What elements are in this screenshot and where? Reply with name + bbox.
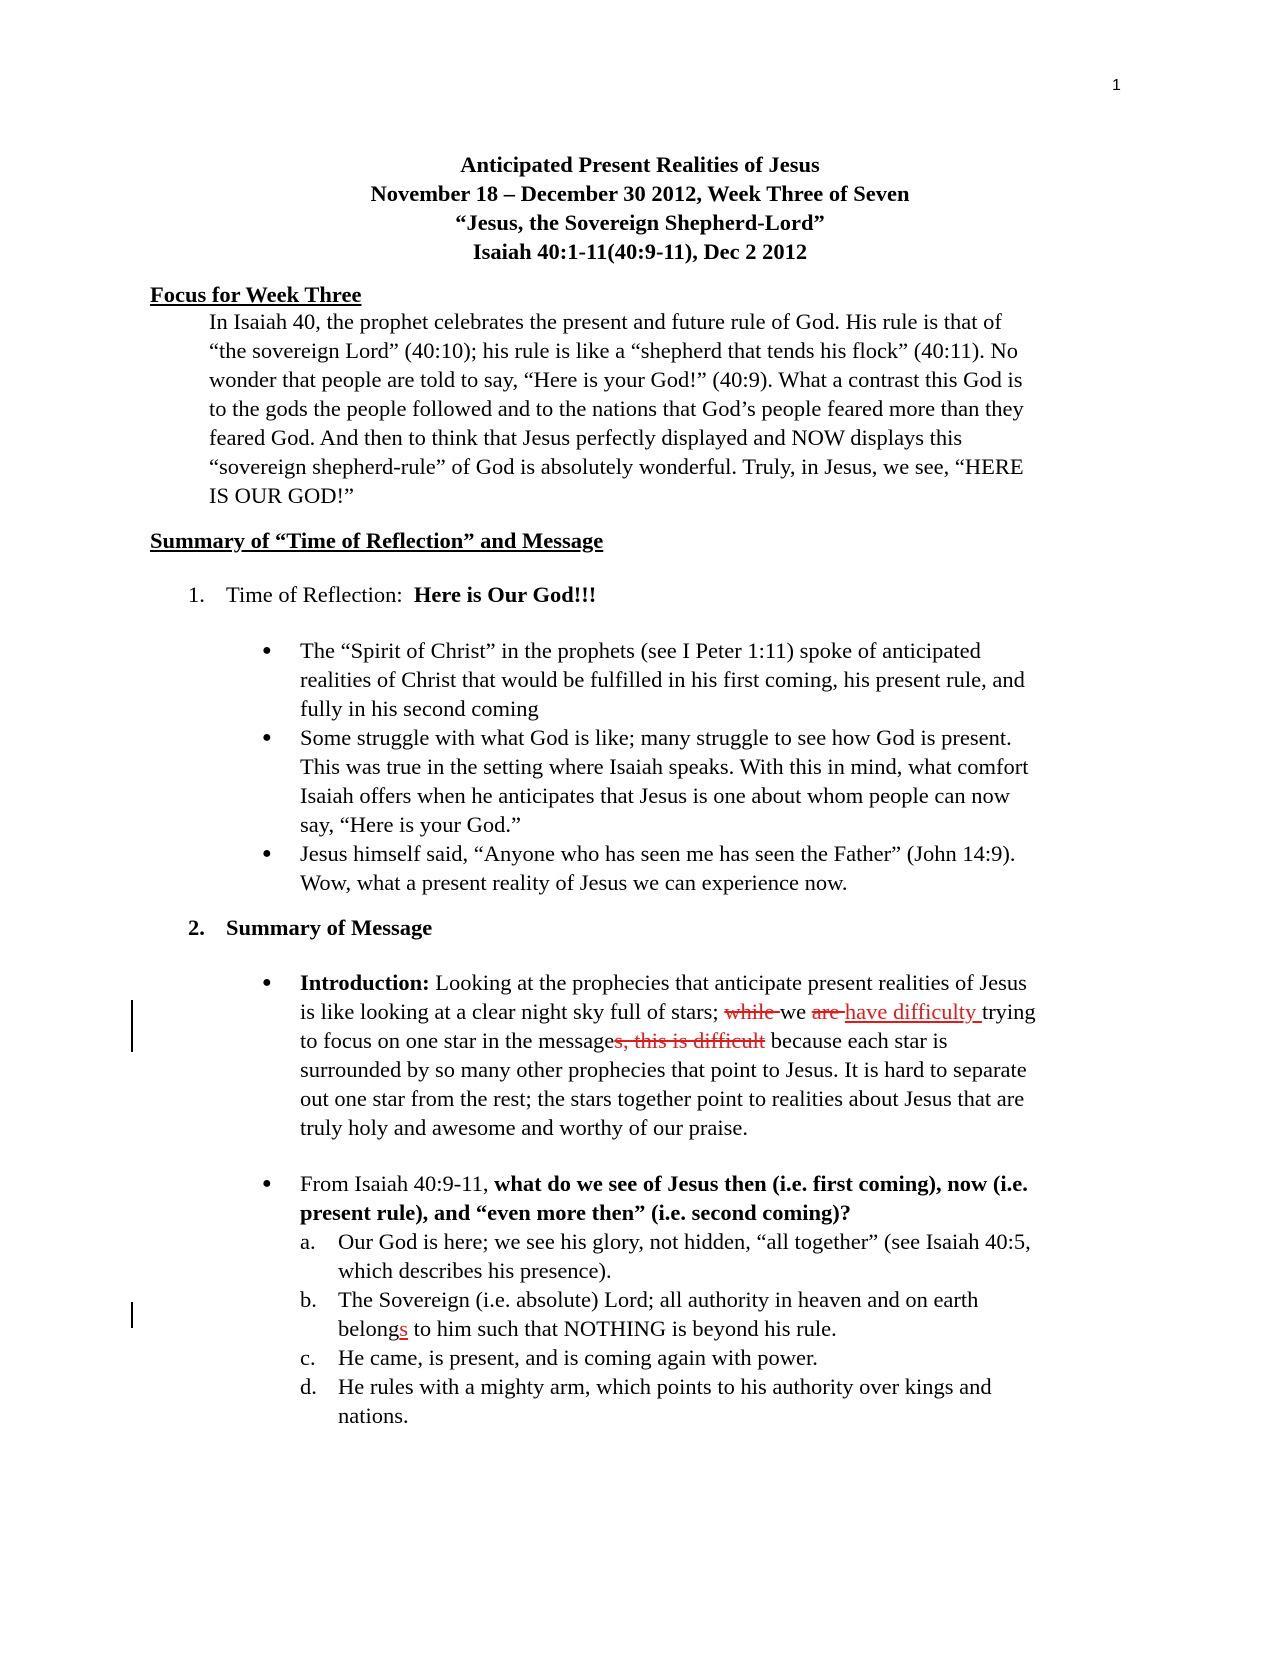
bullet-line: This was true in the setting where Isaiah speaks. With this in mind, what comfort: [300, 754, 1029, 779]
focus-line: “the sovereign Lord” (40:10); his rule is like a “shepherd that tends his flock” (40:11). No: [209, 338, 1018, 363]
bullet-line: Wow, what a present reality of Jesus we can experience now.: [300, 870, 848, 895]
text-run: belong: [338, 1316, 400, 1341]
deleted-text: s, this is difficult: [614, 1028, 766, 1053]
bold-question: present rule), and “even more then” (i.e. second coming)?: [300, 1200, 851, 1225]
inserted-text: have difficulty: [844, 999, 982, 1024]
bullet-line: surrounded by so many other prophecies that point to Jesus. It is hard to separate: [300, 1057, 1027, 1082]
list-item: [262, 636, 1142, 723]
focus-line: “sovereign shepherd-rule” of God is absolutely wonderful. Truly, in Jesus, we see, “HERE: [209, 454, 1024, 479]
list-item: [300, 1227, 1142, 1285]
focus-line: wonder that people are told to say, “Here is your God!” (40:9). What a contrast this God is: [209, 367, 1023, 392]
message-label: Summary of Message: [226, 915, 433, 940]
summary-heading: Summary of “Time of Reflection” and Message: [150, 528, 604, 553]
sub-line: The Sovereign (i.e. absolute) Lord; all authority in heaven and on earth: [338, 1287, 979, 1312]
bullet-line: realities of Christ that would be fulfilled in his first coming, his present rule, and: [300, 667, 1025, 692]
bullet-line: Isaiah offers when he anticipates that Jesus is one about whom people can now: [300, 783, 1011, 808]
bullet-line: The “Spirit of Christ” in the prophets (see I Peter 1:11) spoke of anticipated: [300, 638, 981, 663]
message-bullets: [262, 968, 1142, 1430]
bullet-line: fully in his second coming: [300, 696, 539, 721]
list-item: [262, 839, 1142, 897]
bullet-icon: ●: [262, 642, 272, 659]
text-run: trying: [981, 999, 1036, 1024]
list-item: [300, 1285, 1142, 1343]
sub-line: He came, is present, and is coming again with power.: [338, 1345, 818, 1370]
sub-line: He rules with a mighty arm, which points to his authority over kings and: [338, 1374, 992, 1399]
sub-line: nations.: [338, 1403, 409, 1428]
reflection-bullets: [262, 636, 1142, 897]
document-title: [150, 150, 1130, 266]
title-line-1: Anticipated Present Realities of Jesus: [460, 152, 820, 177]
title-line-3: “Jesus, the Sovereign Shepherd-Lord”: [455, 210, 825, 235]
bullet-icon: ●: [262, 729, 272, 746]
lettered-list: [300, 1227, 1142, 1430]
title-line-4: Isaiah 40:1-11(40:9-11), Dec 2 2012: [472, 239, 808, 264]
deleted-text: are: [811, 999, 845, 1024]
bullet-icon: ●: [262, 974, 272, 991]
text-run: because each star is: [765, 1028, 948, 1053]
page-number: 1: [1112, 77, 1121, 94]
list-number: 1.: [188, 582, 205, 607]
revision-bar: [131, 1302, 133, 1328]
bullet-icon: ●: [262, 845, 272, 862]
text-run: is like looking at a clear night sky full of stars;: [300, 999, 725, 1024]
focus-line: In Isaiah 40, the prophet celebrates the present and future rule of God. His rule is that of: [209, 309, 1002, 334]
bold-question: what do we see of Jesus then (i.e. first coming), now (i.e.: [494, 1171, 1028, 1196]
list-number: 2.: [188, 915, 205, 940]
focus-paragraph: [209, 307, 1139, 510]
deleted-text: while: [724, 999, 780, 1024]
bullet-icon: ●: [262, 1175, 272, 1192]
list-item: [300, 1343, 1142, 1372]
bullet-line: out one star from the rest; the stars together point to realities about Jesus that are: [300, 1086, 1025, 1111]
sub-line: Our God is here; we see his glory, not hidden, “all together” (see Isaiah 40:5,: [338, 1229, 1031, 1254]
revision-bar: [131, 1000, 133, 1052]
sub-line: which describes his presence).: [338, 1258, 612, 1283]
message-item: [188, 913, 432, 942]
focus-line: to the gods the people followed and to the nations that God’s people feared more than they: [209, 396, 1024, 421]
text-run: we: [779, 999, 812, 1024]
list-item: [262, 1169, 1142, 1430]
focus-line: feared God. And then to think that Jesus perfectly displayed and NOW displays this: [209, 425, 963, 450]
text-run: Looking at the prophecies that anticipate present realities of Jesus: [429, 970, 1027, 995]
list-item: [262, 723, 1142, 839]
list-item: [262, 968, 1142, 1142]
text-run: to focus on one star in the message: [300, 1028, 615, 1053]
text-run: From Isaiah 40:9-11,: [300, 1171, 495, 1196]
reflection-title: Here is Our God!!!: [413, 582, 597, 607]
list-letter: b.: [300, 1287, 317, 1312]
list-letter: a.: [300, 1229, 316, 1254]
list-item: [300, 1372, 1142, 1430]
title-line-2: November 18 – December 30 2012, Week Three of Seven: [370, 181, 910, 206]
bullet-line: truly holy and awesome and worthy of our praise.: [300, 1115, 749, 1140]
intro-label: Introduction:: [300, 970, 430, 995]
reflection-item: [188, 580, 596, 609]
text-run: to him such that NOTHING is beyond his rule.: [408, 1316, 837, 1341]
focus-line: IS OUR GOD!”: [209, 483, 354, 508]
inserted-text: s: [399, 1316, 409, 1341]
bullet-line: say, “Here is your God.”: [300, 812, 521, 837]
bullet-line: Jesus himself said, “Anyone who has seen me has seen the Father” (John 14:9).: [300, 841, 1016, 866]
bullet-line: Some struggle with what God is like; many struggle to see how God is present.: [300, 725, 1012, 750]
reflection-label: Time of Reflection:: [226, 582, 414, 607]
list-letter: c.: [300, 1345, 316, 1370]
list-letter: d.: [300, 1374, 317, 1399]
focus-heading: Focus for Week Three: [150, 282, 362, 307]
